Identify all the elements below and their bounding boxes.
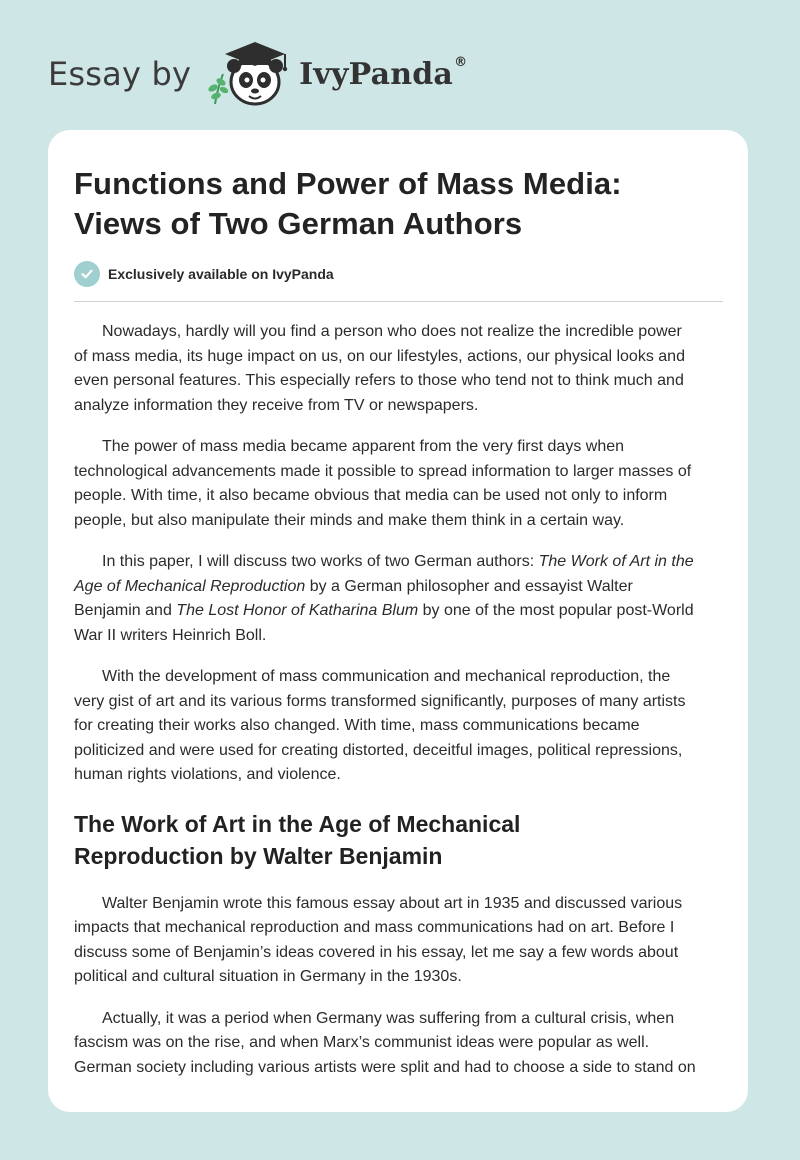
text-line: human rights violations, and violence.: [74, 766, 341, 783]
title-line: Views of Two German Authors: [74, 206, 523, 241]
article-title: [74, 164, 724, 244]
text-line: politicized and were used for creating distorted, deceitful images, political repressions,: [74, 741, 683, 759]
text-run: by one of the most popular post-World: [418, 602, 694, 619]
divider: [74, 301, 723, 302]
paragraph: [74, 550, 724, 648]
paragraph: [74, 1007, 724, 1081]
text-run: In this paper, I will discuss two works of two German authors:: [102, 553, 539, 570]
text-line: German society including various artists were split and had to choose a side to stand on: [74, 1058, 696, 1076]
exclusive-badge: [74, 261, 724, 287]
text-line: people, but also manipulate their minds and make them think in a certain way.: [74, 511, 625, 529]
text-line: fascism was on the rise, and when Marx’s communist ideas were popular as well.: [74, 1034, 650, 1051]
text-line: technological advancements made it possible to spread information to larger masses of: [74, 462, 692, 480]
article-content: [74, 164, 724, 1080]
text-line: political and cultural situation in Germany in the 1930s.: [74, 968, 462, 985]
text-line: even personal features. This especially refers to those who tend not to think much and: [74, 372, 684, 389]
text-line: War II writers Heinrich Boll.: [74, 626, 267, 644]
brand-name-text: IvyPanda: [299, 56, 454, 92]
heading-line: Reproduction by Walter Benjamin: [74, 842, 443, 869]
book-title-italic: The Lost Honor of Katharina Blum: [176, 602, 419, 619]
paragraph: [74, 435, 724, 533]
book-title-italic: The Work of Art in the: [538, 553, 694, 570]
text-line: very gist of art and its various forms transformed significantly, purposes of many artists: [74, 692, 686, 710]
check-circle-icon: [74, 261, 100, 287]
text-line: The power of mass media became apparent from the very first days when: [102, 438, 625, 455]
text-line: for creating their works also changed. With time, mass communications became: [74, 717, 640, 734]
text-line: [74, 575, 724, 600]
text-run: by a German philosopher and essayist Walter: [305, 577, 633, 595]
section-heading: [74, 808, 724, 872]
brand-name: [299, 54, 468, 92]
leaf-sprig-icon: [207, 74, 229, 104]
text-line: of mass media, its huge impact on us, on our lifestyles, actions, our physical looks and: [74, 347, 685, 365]
text-run: Benjamin and: [74, 602, 177, 619]
brand-header[interactable]: [48, 38, 467, 110]
text-line: With the development of mass communication and mechanical reproduction, the: [102, 668, 671, 685]
title-line: Functions and Power of Mass Media:: [74, 166, 622, 201]
registered-mark: ®: [454, 54, 468, 70]
text-line: Actually, it was a period when Germany was suffering from a cultural crisis, when: [102, 1009, 675, 1027]
text-line: discuss some of Benjamin’s ideas covered in his essay, let me say a few words about: [74, 943, 679, 961]
paragraph: [74, 892, 724, 990]
text-line: [74, 550, 724, 575]
paragraph: [74, 320, 724, 418]
paragraph: [74, 665, 724, 788]
exclusive-label: Exclusively available on IvyPanda: [108, 266, 334, 282]
text-line: Nowadays, hardly will you find a person who does not realize the incredible power: [102, 323, 682, 340]
text-line: people. With time, it also became obvious that media can be used not only to inform: [74, 487, 668, 504]
panda-graduate-logo-icon: [201, 38, 297, 110]
text-line: [74, 599, 724, 624]
article-card: [48, 130, 748, 1112]
text-line: Walter Benjamin wrote this famous essay about art in 1935 and discussed various: [102, 894, 683, 912]
brand-prefix: Essay by: [48, 55, 192, 93]
heading-line: The Work of Art in the Age of Mechanical: [74, 810, 521, 837]
book-title-italic: Age of Mechanical Reproduction: [74, 577, 306, 595]
text-line: impacts that mechanical reproduction and mass communications had on art. Before I: [74, 919, 675, 936]
text-line: analyze information they receive from TV or newspapers.: [74, 396, 479, 414]
